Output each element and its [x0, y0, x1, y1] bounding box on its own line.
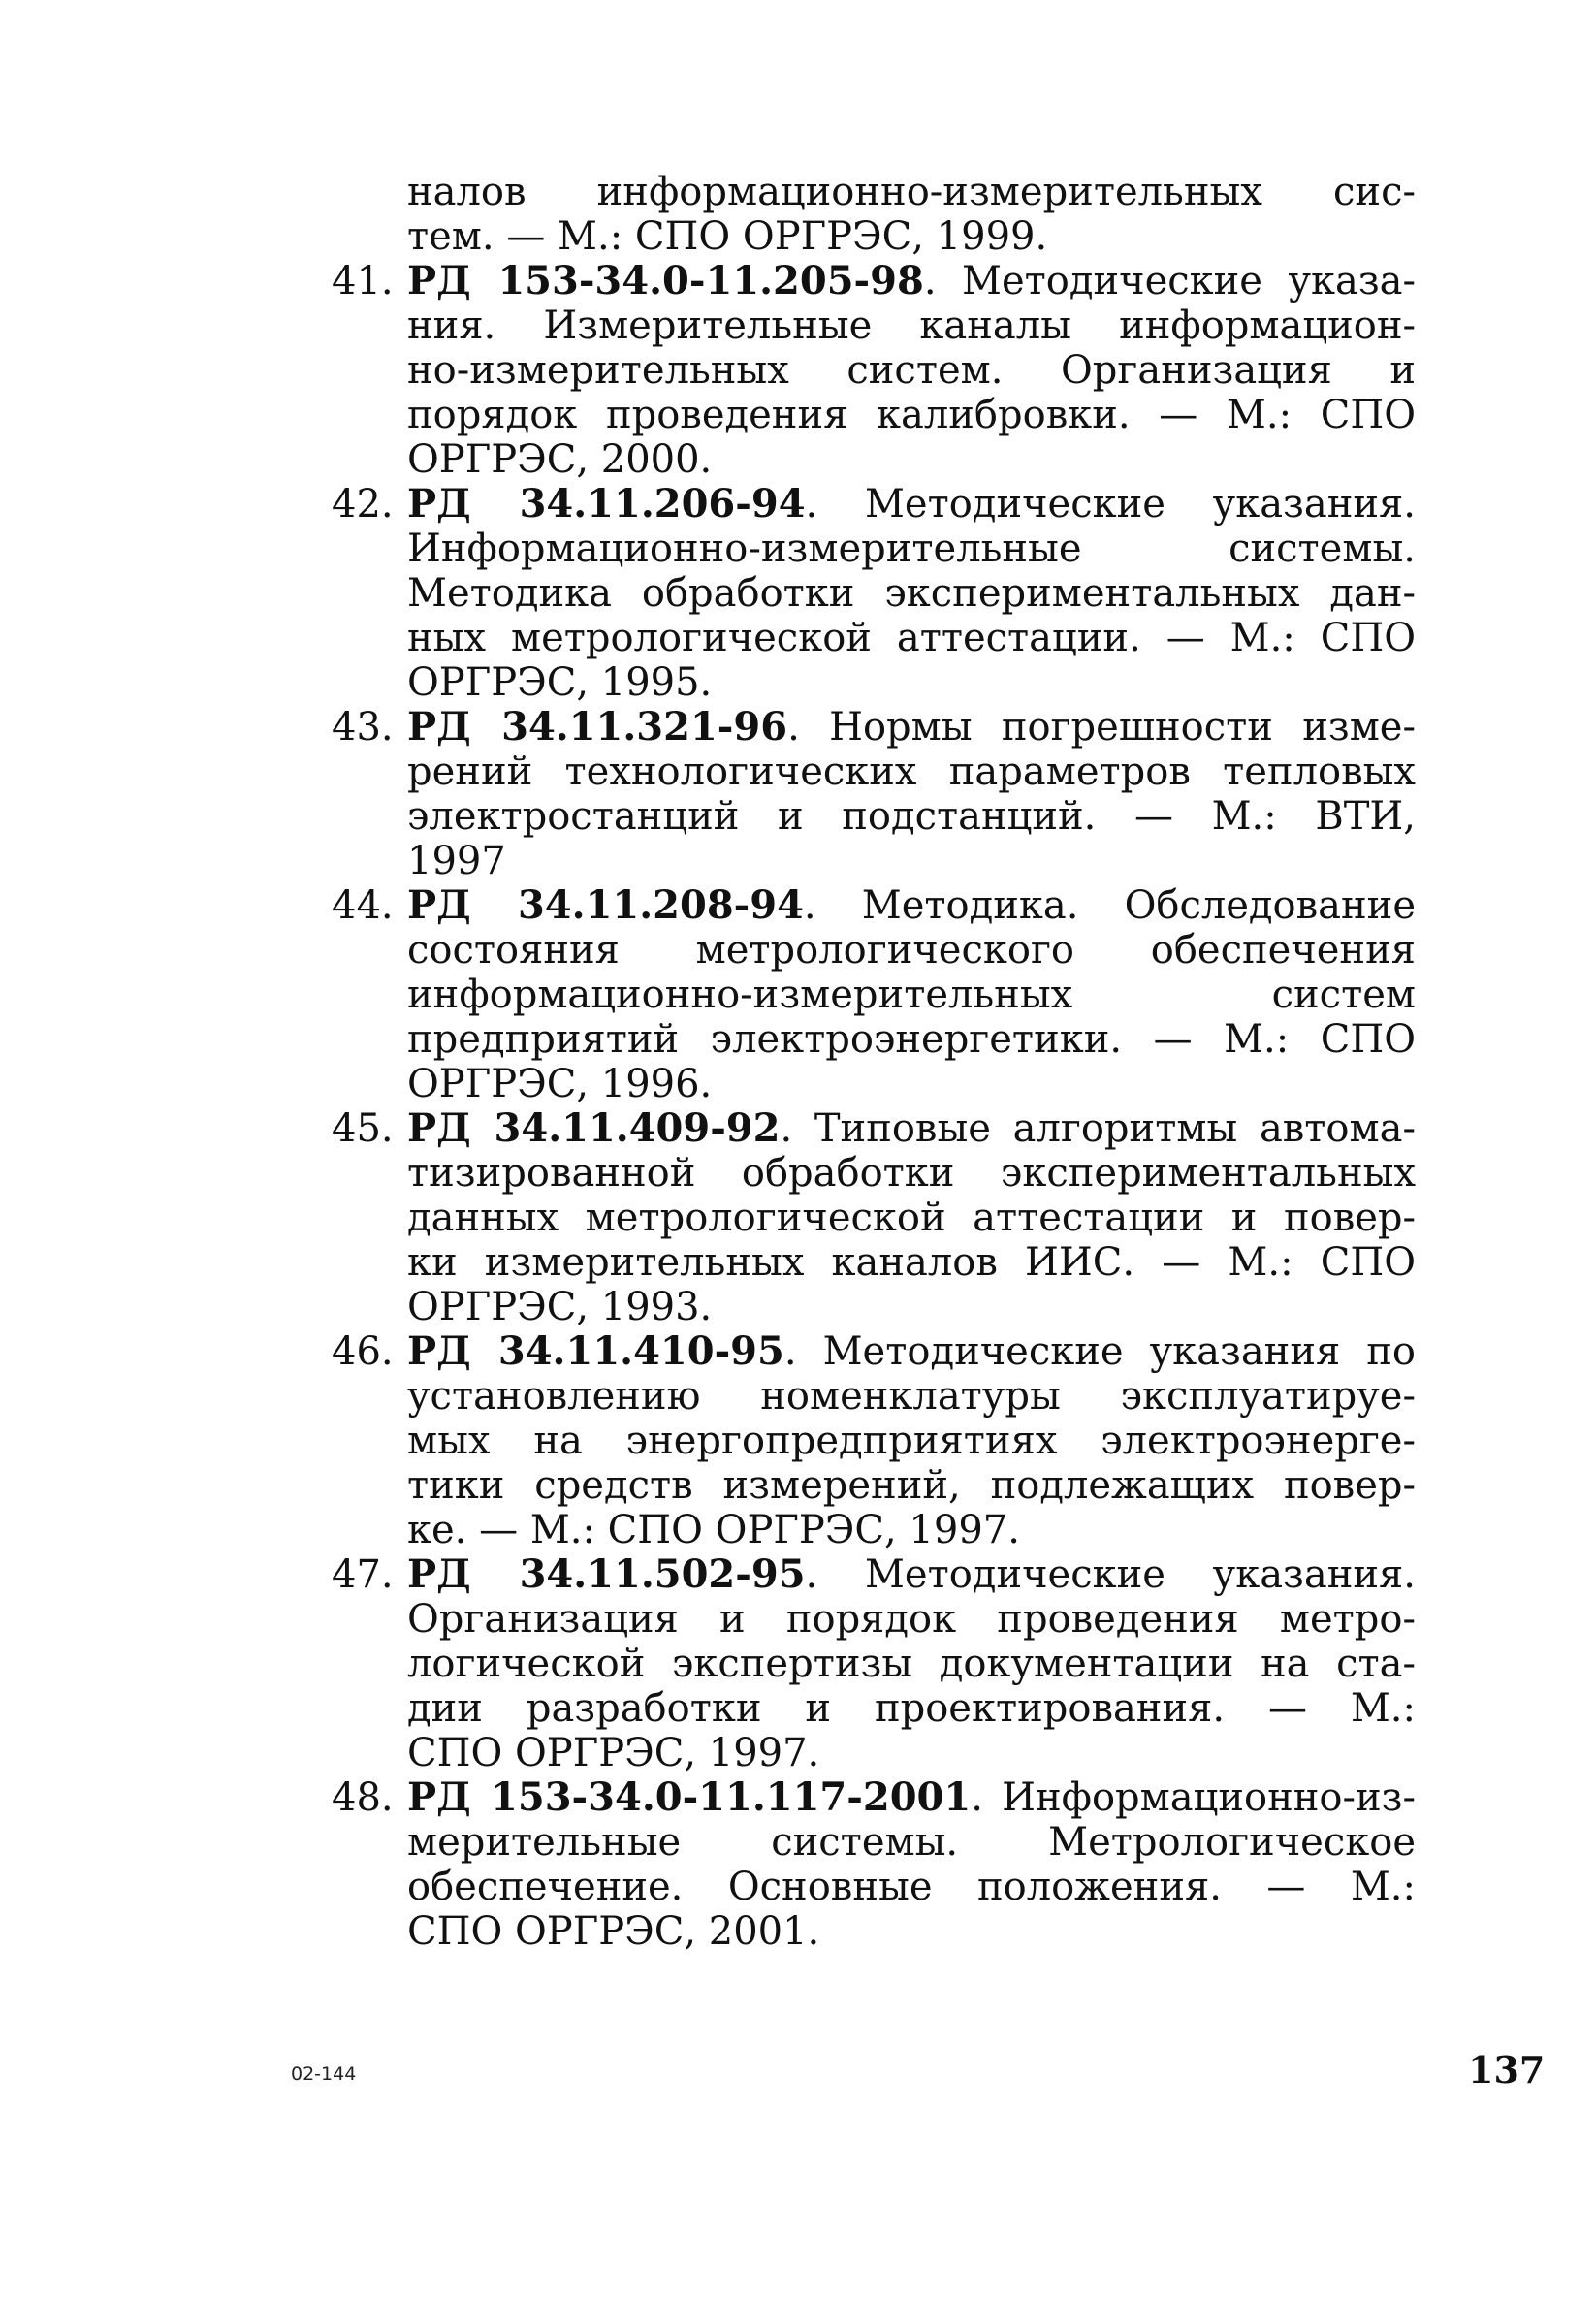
reference-title-start: . Методические указания.	[805, 482, 1416, 527]
reference-number: 46.	[332, 1329, 394, 1374]
reference-code: РД 153-34.0-11.117-2001	[407, 1774, 972, 1820]
page-number: 137	[1468, 2048, 1546, 2091]
reference-entry	[332, 704, 1416, 883]
reference-number: 48.	[332, 1775, 394, 1820]
reference-number: 42.	[332, 482, 394, 527]
reference-line: логической экспертизы документации на ста-	[407, 1642, 1416, 1686]
reference-line: установлению номенклатуры эксплуатируе-	[407, 1374, 1416, 1419]
reference-title-start: . Информационно-из-	[971, 1775, 1416, 1820]
reference-line: Методика обработки экспериментальных дан-	[407, 571, 1416, 616]
reference-line	[407, 1106, 1416, 1151]
reference-line: рений технологических параметров тепловых	[407, 750, 1416, 794]
reference-line: ных метрологической аттестации. — М.: СПО	[407, 616, 1416, 660]
reference-title-start: . Методика. Обследование	[803, 883, 1416, 928]
reference-line: мых на энергопредприятиях электроэнерге-	[407, 1419, 1416, 1463]
reference-line: но-измерительных систем. Организация и	[407, 348, 1416, 393]
reference-entry	[332, 1774, 1416, 1954]
reference-list	[332, 170, 1417, 1954]
reference-line: Организация и порядок проведения метро-	[407, 1597, 1416, 1642]
reference-line	[407, 482, 1416, 527]
reference-line	[407, 1329, 1416, 1374]
reference-title-start: . Методические указания по	[783, 1329, 1416, 1374]
reference-line: состояния метрологического обеспечения	[407, 928, 1416, 973]
reference-line	[407, 883, 1416, 928]
reference-code: РД 34.11.208-94	[407, 882, 804, 928]
document-code: 02-144	[291, 2063, 357, 2085]
reference-code: РД 34.11.409-92	[407, 1105, 781, 1151]
reference-line: Информационно-измерительные системы.	[407, 527, 1416, 571]
reference-line	[407, 259, 1416, 303]
reference-number: 43.	[332, 705, 394, 750]
reference-continuation	[407, 170, 1416, 259]
reference-line: ОРГРЭС, 1993.	[407, 1285, 713, 1329]
reference-title-start: . Нормы погрешности изме-	[787, 705, 1416, 750]
reference-line: мерительные системы. Метрологическое	[407, 1820, 1416, 1865]
reference-line: ки измерительных каналов ИИС. — М.: СПО	[407, 1240, 1416, 1285]
reference-line: СПО ОРГРЭС, 1997.	[407, 1731, 820, 1775]
reference-line: 1997	[407, 839, 506, 883]
reference-title-start: . Методические указа-	[923, 259, 1417, 303]
reference-line	[407, 1552, 1416, 1597]
reference-entry	[332, 481, 1416, 705]
reference-entries	[332, 258, 1417, 1954]
reference-line: электростанций и подстанций. — М.: ВТИ,	[407, 794, 1416, 839]
reference-line: налов информационно-измерительных сис-	[407, 170, 1416, 214]
reference-line	[407, 1775, 1416, 1820]
reference-code: РД 34.11.321-96	[407, 704, 788, 750]
reference-line: порядок проведения калибровки. — М.: СПО	[407, 393, 1416, 437]
reference-line: ОРГРЭС, 2000.	[407, 437, 713, 482]
reference-line: информационно-измерительных систем	[407, 973, 1416, 1017]
reference-code: РД 34.11.502-95	[407, 1551, 806, 1597]
reference-number: 41.	[332, 259, 394, 303]
reference-title-start: . Методические указания.	[805, 1552, 1416, 1597]
reference-entry	[332, 882, 1416, 1106]
reference-line: ОРГРЭС, 1995.	[407, 660, 713, 705]
reference-entry	[332, 1328, 1416, 1552]
reference-title-start: . Типовые алгоритмы автома-	[780, 1106, 1416, 1151]
reference-number: 45.	[332, 1106, 394, 1151]
reference-line: тем. — М.: СПО ОРГРЭС, 1999.	[407, 214, 1048, 259]
reference-entry	[332, 1551, 1416, 1775]
reference-number: 47.	[332, 1552, 394, 1597]
reference-line: данных метрологической аттестации и повер-	[407, 1196, 1416, 1240]
reference-line: предприятий электроэнергетики. — М.: СПО	[407, 1017, 1416, 1062]
reference-entry	[332, 1105, 1416, 1329]
reference-line: ке. — М.: СПО ОРГРЭС, 1997.	[407, 1508, 1020, 1552]
reference-entry	[332, 258, 1417, 482]
reference-line: СПО ОРГРЭС, 2001.	[407, 1909, 820, 1954]
reference-line: дии разработки и проектирования. — М.:	[407, 1686, 1416, 1731]
reference-code: РД 153-34.0-11.205-98	[407, 258, 924, 303]
reference-line: ния. Измерительные каналы информацион-	[407, 303, 1416, 348]
reference-line: ОРГРЭС, 1996.	[407, 1062, 713, 1106]
reference-line: тики средств измерений, подлежащих повер-	[407, 1463, 1416, 1508]
reference-line: тизированной обработки экспериментальных	[407, 1151, 1416, 1196]
reference-code: РД 34.11.206-94	[407, 481, 806, 527]
reference-code: РД 34.11.410-95	[407, 1328, 784, 1374]
reference-line	[407, 705, 1416, 750]
reference-number: 44.	[332, 883, 394, 928]
reference-line: обеспечение. Основные положения. — М.:	[407, 1865, 1416, 1909]
